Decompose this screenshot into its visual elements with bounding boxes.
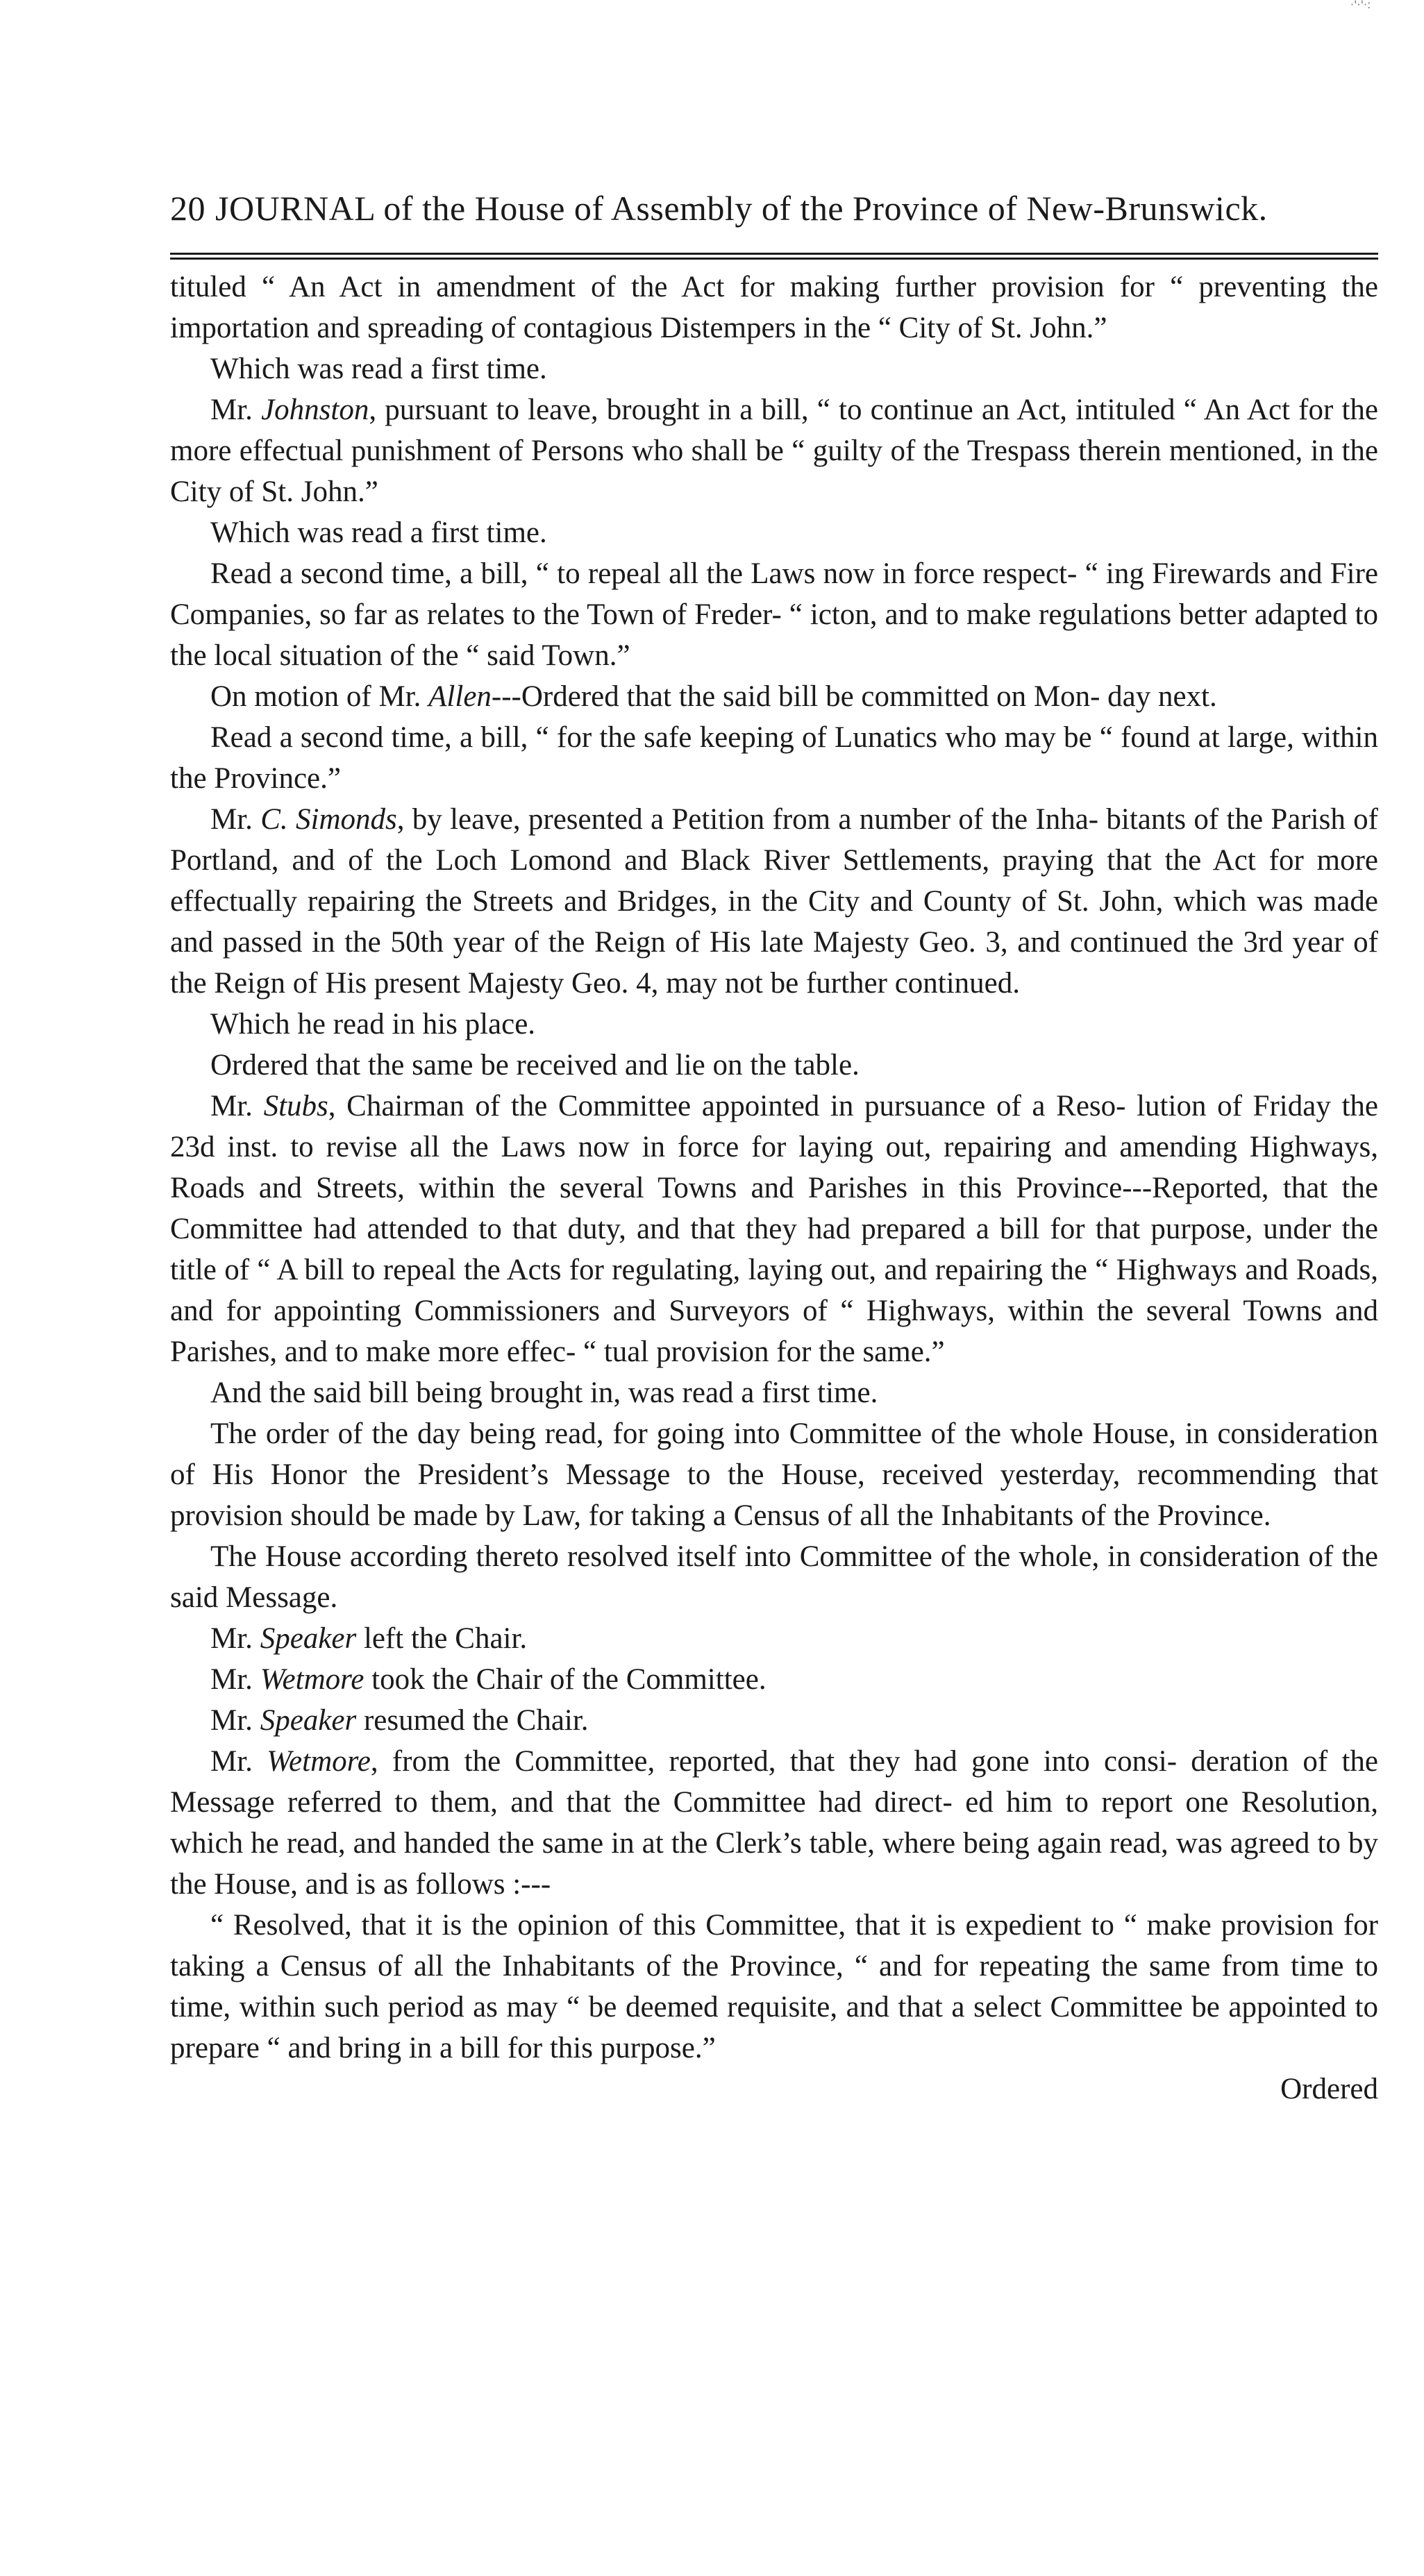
journal-paragraph (170, 1086, 1378, 1372)
member-name: Stubs (263, 1090, 328, 1122)
paragraph-text: Which he read in his place. (210, 1008, 536, 1041)
paragraph-text: Mr. (210, 1745, 267, 1778)
paragraph-text: , from the Committee, reported, that they had gone into consi- deration of the Message referred to them, and that the Committee had direct- ed him to report one Resolution, which he read, and handed the same in at the Clerk’s table, where being again read, was agreed to by the House, and is as follows :--- (170, 1745, 1378, 1901)
journal-paragraph (170, 348, 1378, 389)
journal-paragraph (170, 1618, 1378, 1659)
paragraph-text: The House according thereto resolved itself into Committee of the whole, in consideration of the said Message. (170, 1540, 1378, 1614)
paragraph-text: On motion of Mr. (210, 680, 429, 713)
paragraph-text: left the Chair. (356, 1622, 528, 1655)
paragraph-text: Mr. (210, 803, 261, 836)
journal-paragraph (170, 389, 1378, 512)
journal-paragraph (170, 799, 1378, 1004)
running-title: JOURNAL of the House of Assembly of the Province of New-Brunswick. (215, 189, 1268, 228)
paragraph-text: Mr. (210, 1704, 260, 1737)
header-double-rule (170, 253, 1378, 260)
paragraph-text: , by leave, presented a Petition from a number of the Inha- bitants of the Parish of Portland, and of the Loch Lomond and Black River Settlements, praying that the Act for more effectually repairing the Streets and Bridges, in the City and County of St. John, which was made and passed in the 50th year of the Reign of His late Majesty Geo. 3, and continued the 3rd year of the Reign of His present Majesty Geo. 4, may not be further continued. (170, 803, 1378, 1000)
journal-paragraph (170, 717, 1378, 799)
paragraph-text: , pursuant to leave, brought in a bill, “ to continue an Act, intituled “ An Act for the more effectual punishment of Persons who shall be “ guilty of the Trespass therein mentioned, in the City of St. John.” (170, 394, 1378, 508)
journal-paragraph (170, 512, 1378, 553)
paragraph-text: The order of the day being read, for going into Committee of the whole House, in consideration of His Honor the President’s Message to the House, received yesterday, recommending that provision should be made by Law, for taking a Census of all the Inhabitants of the Province. (170, 1417, 1378, 1532)
paragraph-text: resumed the Chair. (356, 1704, 589, 1737)
member-name: Speaker (260, 1704, 357, 1737)
member-name: Wetmore (267, 1745, 371, 1778)
paragraph-text: Read a second time, a bill, “ for the safe keeping of Lunatics who may be “ found at large, within the Province.” (170, 721, 1378, 795)
paragraph-text: took the Chair of the Committee. (364, 1663, 767, 1696)
journal-paragraph (170, 1536, 1378, 1618)
journal-paragraph (170, 1372, 1378, 1413)
journal-paragraph (170, 1905, 1378, 2110)
page-number: 20 (170, 189, 206, 228)
member-name: Wetmore (260, 1663, 365, 1696)
paragraph-text: Mr. (210, 1090, 264, 1122)
journal-paragraph (170, 1413, 1378, 1536)
journal-paragraph (170, 1700, 1378, 1741)
journal-paragraph (170, 267, 1378, 348)
member-name: Allen (428, 680, 492, 713)
journal-paragraph (170, 1659, 1378, 1700)
journal-paragraph (170, 553, 1378, 676)
paragraph-text: , Chairman of the Committee appointed in pursuance of a Reso- lution of Friday the 23d inst. to revise all the Laws now in force for laying out, repairing and amending Highways, Roads and Streets, within the several Towns and Parishes in this Province---Reported, that the Committee had attended to that duty, and that they had prepared a bill for that purpose, under the title of “ A bill to repeal the Acts for regulating, laying out, and repairing the “ Highways and Roads, and for appointing Commissioners and Surveyors of “ Highways, within the several Towns and Parishes, and to make more effec- “ tual provision for the same.” (170, 1090, 1378, 1368)
member-name: C. Simonds (260, 803, 397, 836)
journal-paragraph (170, 1045, 1378, 1086)
running-head (170, 187, 1378, 229)
paragraph-text: “ Resolved, that it is the opinion of this Committee, that it is expedient to “ make provision for taking a Census of all the Inhabitants of the Province, “ and for repeating the same from time to time, within such period as may “ be deemed requisite, and that a select Committee be appointed to prepare “ and bring in a bill for this purpose.” (170, 1909, 1378, 2064)
corner-mark: ·'·'·: (1350, 0, 1371, 11)
paragraph-text: Which was read a first time. (210, 353, 547, 385)
paragraph-text: ---Ordered that the said bill be committed on Mon- day next. (491, 680, 1217, 713)
paragraph-text: Which was read a first time. (210, 516, 547, 549)
paragraph-text: Ordered that the same be received and lie on the table. (210, 1049, 860, 1081)
member-name: Speaker (260, 1622, 357, 1655)
paragraph-text: Mr. (210, 394, 262, 426)
paragraph-text: Mr. (210, 1622, 260, 1655)
member-name: Johnston (261, 394, 369, 426)
paragraph-text: Mr. (210, 1663, 260, 1696)
body-text (170, 267, 1378, 2110)
journal-page (170, 187, 1378, 2110)
paragraph-text: And the said bill being brought in, was read a first time. (210, 1377, 878, 1409)
catchword: Ordered (1280, 2073, 1378, 2105)
journal-paragraph (170, 676, 1378, 717)
journal-paragraph (170, 1004, 1378, 1045)
paragraph-text: tituled “ An Act in amendment of the Act for making further provision for “ preventing the importation and spreading of contagious Distempers in the “ City of St. John.” (170, 271, 1378, 344)
journal-paragraph (170, 1741, 1378, 1905)
paragraph-text: Read a second time, a bill, “ to repeal all the Laws now in force respect- “ ing Firewards and Fire Companies, so far as relates to the Town of Freder- “ icton, and to make regulations better adapted to the local situation of the “ said Town.” (170, 557, 1378, 672)
